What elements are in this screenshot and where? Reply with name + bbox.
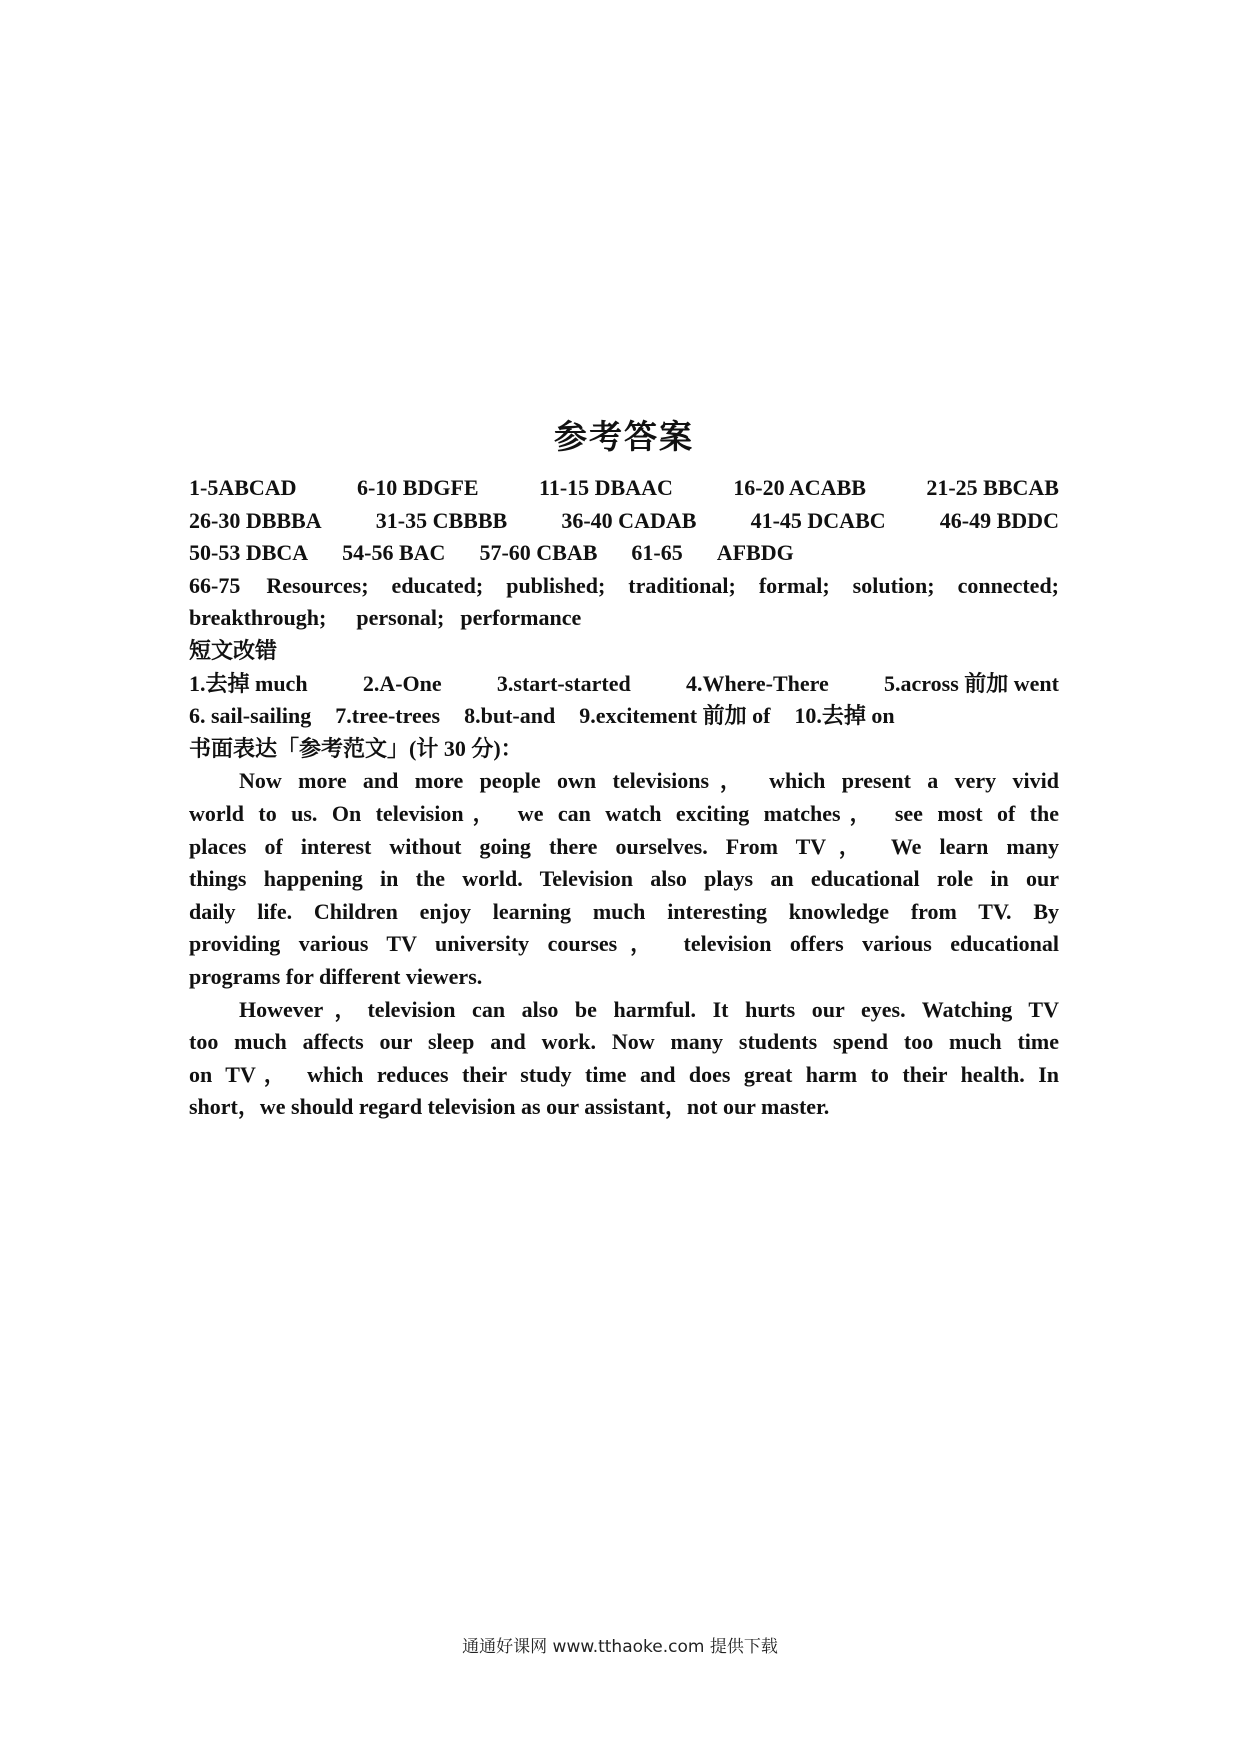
section-heading-correction <box>189 635 1059 668</box>
correction-item: 2.A-One <box>362 670 442 696</box>
essay-line: too much affects our sleep and work. Now many students spend too much time <box>189 1029 1059 1055</box>
answer-group: 46-49 BDDC <box>939 507 1059 533</box>
correction-item: 4.Where-There <box>685 670 829 696</box>
answer-group: 6-10 BDGFE <box>356 475 479 500</box>
answer-word: performance <box>460 605 582 631</box>
answer-group: 41-45 DCABC <box>750 507 886 533</box>
answer-group: 26-30 DBBBA <box>189 507 322 533</box>
answer-sheet <box>189 418 1059 1124</box>
correction-row-2 <box>189 700 1059 733</box>
answer-group: AFBDG <box>716 540 794 566</box>
writing-heading: 书面表达「参考范文」(计 30 分)： <box>189 735 523 761</box>
answer-label: 66-75 <box>189 572 241 598</box>
correction-item: 6. sail-sailing <box>189 703 312 729</box>
correction-heading: 短文改错 <box>189 637 278 663</box>
answers-row-5 <box>189 602 1059 635</box>
correction-item: 9.excitement 前加 of <box>579 703 771 729</box>
essay-line: world to us. On television， we can watch exciting matches， see most of the <box>189 800 1059 826</box>
correction-item: 7.tree-trees <box>335 703 441 729</box>
answers-row-1 <box>189 472 1059 505</box>
section-heading-writing <box>189 733 1059 766</box>
footer-source: 通通好课网 www.tthaoke.com 提供下载 <box>462 1637 778 1657</box>
answer-group: 16-20 ACABB <box>733 475 866 500</box>
answers-row-4 <box>189 570 1059 603</box>
correction-item: 8.but-and <box>464 703 556 729</box>
correction-row-1 <box>189 668 1059 701</box>
answers-row-2 <box>189 505 1059 538</box>
essay-line: Now more and more people own televisions， which present a very vivid <box>239 768 1059 794</box>
essay-paragraph-2 <box>189 994 1059 1124</box>
answer-words: Resources; educated; published; traditional; formal; solution; connected; <box>266 572 1059 598</box>
answer-group: 54-56 BAC <box>342 540 446 566</box>
answers-row-3 <box>189 537 1059 570</box>
answer-group: 1-5ABCAD <box>189 475 297 500</box>
page-title: 参考答案 <box>554 420 694 456</box>
essay-line: programs for different viewers. <box>189 963 483 989</box>
answer-word: breakthrough; <box>189 605 327 631</box>
answer-group: 31-35 CBBBB <box>375 507 508 533</box>
essay-line: daily life. Children enjoy learning much interesting knowledge from TV. By <box>189 898 1059 924</box>
essay-line: However，television can also be harmful. It hurts our eyes. Watching TV <box>239 996 1059 1022</box>
correction-item: 5.across 前加 went <box>884 670 1059 696</box>
correction-item: 1.去掉 much <box>189 670 308 696</box>
correction-item: 10.去掉 on <box>794 703 895 729</box>
essay-line: places of interest without going there ourselves. From TV， We learn many <box>189 833 1059 859</box>
answer-group: 36-40 CADAB <box>561 507 697 533</box>
answer-group: 11-15 DBAAC <box>539 475 673 500</box>
essay-line: things happening in the world. Television also plays an educational role in our <box>189 866 1059 892</box>
answer-group: 57-60 CBAB <box>479 540 598 566</box>
essay-line: on TV， which reduces their study time and does great harm to their health. In <box>189 1061 1059 1087</box>
answer-group: 50-53 DBCA <box>189 540 309 566</box>
answer-word: personal; <box>356 605 445 631</box>
correction-item: 3.start-started <box>496 670 631 696</box>
essay-line: short，we should regard television as our assistant，not our master. <box>189 1094 830 1120</box>
answer-group: 61-65 <box>631 540 683 566</box>
essay-line: providing various TV university courses， television offers various educational <box>189 931 1059 957</box>
essay-paragraph-1 <box>189 765 1059 993</box>
answer-group: 21-25 BBCAB <box>926 475 1059 500</box>
